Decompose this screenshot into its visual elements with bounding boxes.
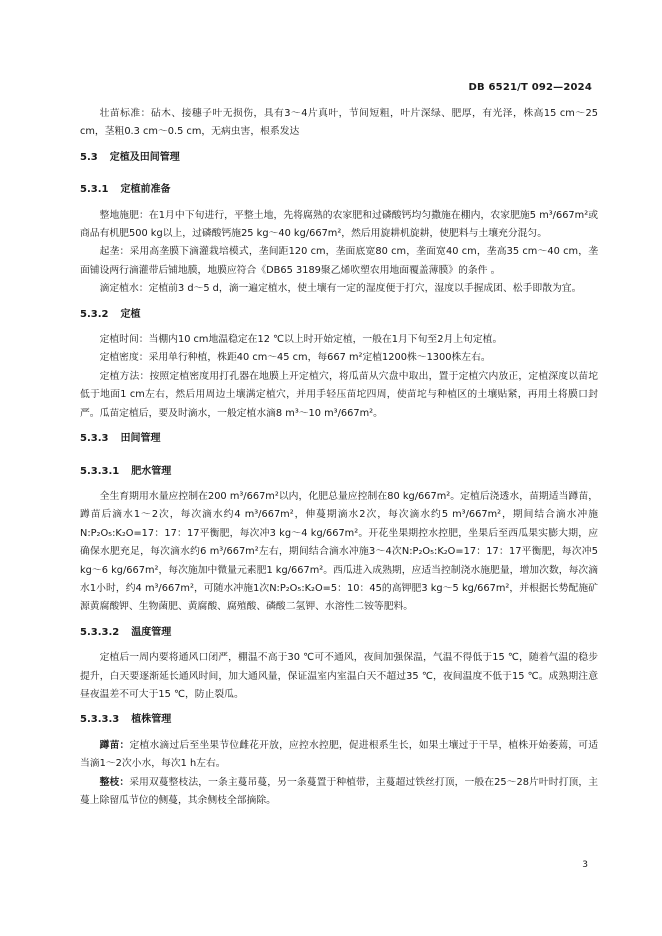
section-title: 肥水管理 bbox=[131, 465, 172, 477]
standard-number: DB 6521/T 092—2024 bbox=[468, 82, 592, 93]
subsection-heading bbox=[80, 617, 598, 649]
paragraph: 整地施肥：在1月中下旬进行，平整土地，先将腐熟的农家肥和过磷酸钙均匀撒施在棚内，农家肥施5 m³/667m²或商品有机肥500 kg以上，过磷酸钙施25 kg～40 kg/667m²，然后用旋耕机旋耕，使肥料与土壤充分混匀。 bbox=[80, 209, 598, 240]
term-text: 定植水滴过后至坐果节位雌花开放，应控水控肥，促进根系生长，如果土壤过于干旱，植株开始萎蔫，可适当滴1～2次小水，每次1 h左右。 bbox=[80, 739, 599, 770]
section-number: 5.3.3.1 bbox=[80, 465, 120, 477]
section-number: 5.3 bbox=[80, 151, 98, 163]
section-title: 植株管理 bbox=[131, 714, 172, 726]
section-number: 5.3.3 bbox=[80, 433, 109, 445]
paragraph bbox=[80, 774, 598, 811]
page-number: 3 bbox=[582, 860, 588, 870]
paragraph: 起垄：采用高垄膜下滴灌栽培模式，垄间距120 cm，垄面底宽80 cm，垄面宽40 cm，垄高35 cm～40 cm，垄面铺设两行滴灌带后铺地膜，地膜应符合《DB65 3189聚乙烯吹塑农用地面覆盖薄膜》的条件 。 bbox=[80, 246, 598, 276]
paragraph: 定植后一周内要将通风口闭严，棚温不高于30 ℃可不通风，夜间加强保温，气温不得低于15 ℃，随着气温的稳步提升，白天要逐渐延长通风时间，加大通风量，保证温室内室温白天不超过35 ℃，夜间温度不低于15 ℃。成熟期注意昼夜温差不可大于15 ℃，防止裂瓜。 bbox=[80, 652, 598, 700]
paragraph: 全生育期用水量应控制在200 m³/667m²以内，化肥总量应控制在80 kg/667m²。定植后浇透水，苗期适当蹲苗，蹲苗后滴水1～2次，每次滴水约4 m³/667m²，伸蔓期滴水2次，每次滴水约5 m³/667m²，期间结合滴水冲施N:P₂O₅:K₂O=17：17：17平衡肥，每次冲3 kg～4 kg/667m²。开花坐果期控水控肥，坐果后至西瓜果实膨大期，应确保水肥充足，每次滴水约6 m³/667m²左右，期间结合滴水冲施3～4次N:P₂O₅:K₂O=17：17：17平衡肥，每次冲5 kg～6 kg/667m²，每次施加中微量元素肥1 kg/667m²。西瓜进入成熟期，应适当控制浇水施肥量，增加次数，每次滴水1小时，约4 m³/667m²，可随水冲施1次N:P₂O₅:K₂O=5：10：45的高钾肥3 kg～5 kg/667m²，并根据长势配施矿源黄腐酸钾、生物菌肥、黄腐酸、腐殖酸、磷酸二氢钾、水溶性二铵等肥料。 bbox=[80, 490, 598, 613]
paragraph: 滴定植水：定植前3 d～5 d，滴一遍定植水，使土壤有一定的湿度便于打穴，湿度以手握成团、松手即散为宜。 bbox=[99, 283, 582, 295]
section-title: 定植前准备 bbox=[120, 184, 171, 196]
page-content bbox=[80, 105, 598, 810]
term-text: 采用双蔓整枝法，一条主蔓吊蔓，另一条蔓置于种植带，主蔓超过铁丝打顶，一般在25～28片叶时打顶，主蔓上除留瓜节位的侧蔓，其余侧枝全部摘除。 bbox=[80, 776, 599, 806]
subsection-heading bbox=[80, 174, 598, 206]
paragraph bbox=[80, 737, 598, 774]
section-number: 5.3.2 bbox=[80, 308, 109, 320]
section-number: 5.3.1 bbox=[80, 184, 109, 196]
subsection-heading bbox=[80, 299, 598, 331]
section-number: 5.3.3.3 bbox=[80, 714, 120, 726]
subsection-heading bbox=[80, 456, 598, 488]
section-title: 定植及田间管理 bbox=[109, 151, 180, 163]
section-title: 温度管理 bbox=[131, 626, 172, 638]
section-heading bbox=[80, 142, 598, 174]
paragraph: 定植密度：采用单行种植，株距40 cm～45 cm，每667 m²定植1200株～1300株左右。 bbox=[99, 352, 491, 364]
section-title: 定植 bbox=[120, 308, 141, 320]
term-label: 整枝： bbox=[99, 776, 130, 788]
paragraph: 定植方法：按照定植密度用打孔器在地膜上开定植穴，将瓜苗从穴盘中取出，置于定植穴内放正，定植深度以苗坨低于地面1 cm左右，然后用周边土壤满定植穴，并用手轻压苗坨四周，使苗坨与种植区的土壤贴紧，再用土将膜口封严。瓜苗定植后，要及时滴水，一般定植水滴8 m³～10 m³/667m²。 bbox=[80, 370, 598, 419]
term-label: 蹲苗： bbox=[99, 739, 130, 751]
section-title: 田间管理 bbox=[120, 433, 161, 445]
subsection-heading bbox=[80, 423, 598, 455]
paragraph: 定植时间：当棚内10 cm地温稳定在12 ℃以上时开始定植，一般在1月下旬至2月上旬定植。 bbox=[99, 334, 503, 346]
section-number: 5.3.3.2 bbox=[80, 626, 120, 638]
paragraph: 壮苗标准：砧木、接穗子叶无损伤，具有3～4片真叶，节间短粗，叶片深绿、肥厚，有光泽，株高15 cm～25 cm，茎粗0.3 cm～0.5 cm，无病虫害，根系发达 bbox=[80, 108, 598, 138]
subsection-heading bbox=[80, 704, 598, 736]
